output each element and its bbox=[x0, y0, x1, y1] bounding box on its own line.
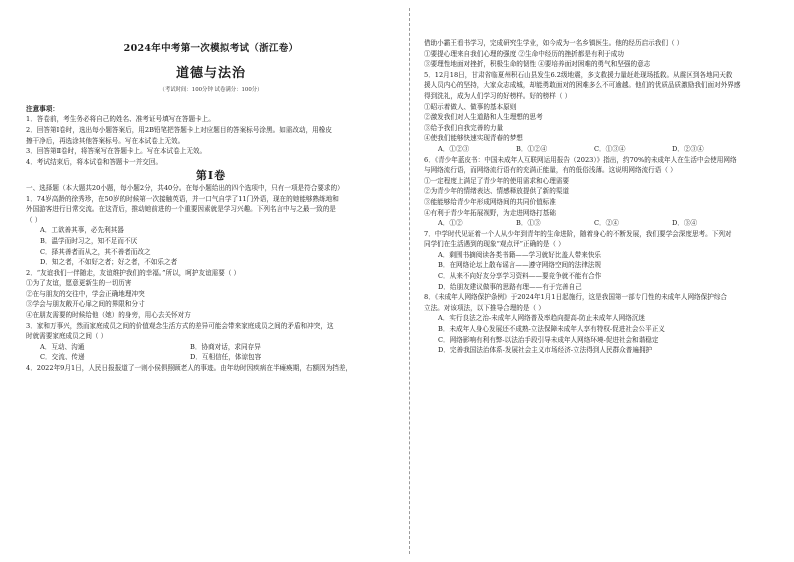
statement-item: ③学会与朋友敞开心扉之间的界限和分寸 bbox=[26, 300, 145, 309]
option-a: A．互动、沟通 bbox=[40, 342, 85, 351]
option-c: C．择其善者而从之，其不善者而改之 bbox=[40, 247, 151, 256]
statement-item: ④在朋友需要的时候给他（她）的身旁，用心去关怀对方 bbox=[26, 311, 191, 320]
question-6 bbox=[424, 155, 778, 229]
notice-heading: 注意事项： bbox=[26, 104, 59, 113]
statement-item: ③给予我们自我完善的力量 bbox=[424, 123, 504, 132]
question-5 bbox=[424, 70, 778, 155]
option-row bbox=[424, 144, 778, 155]
question-text: 2．“友谊我们一伴随走，友谊维护我们的幸福。”所以，呵护友谊需要（ ） bbox=[26, 268, 241, 277]
question-text: 8．《未成年人网络保护条例》于2024年1月1日起施行，这是我国第一部专门性的未成年人网络保护综合 bbox=[424, 293, 728, 302]
statement-item: ②激发我们对人生道路和人生理想的思考 bbox=[424, 113, 543, 122]
left-column bbox=[26, 0, 396, 562]
question-text: 1．74岁高龄的徐秀珍，在50岁的时候第一次接触英语，并一口气自学了11门外语，现在的她能够熟练地和 bbox=[26, 194, 339, 203]
question-text: 借助小霸王看书学习，完成研究生学业，如今成为一名乡镇医生。他的经历启示我们（ ） bbox=[424, 39, 684, 47]
column-divider bbox=[409, 8, 410, 554]
statement-item: ①一定程度上满足了青少年的使用需求和心理需要 bbox=[424, 176, 570, 185]
statement-item: ②为青少年的情绪表达、情感释放提供了新的渠道 bbox=[424, 187, 570, 196]
option-d: D．给朋友建议做事的思路有理——有于完善自己 bbox=[438, 282, 582, 291]
option-b: B．①③ bbox=[516, 219, 541, 228]
option-b: B．①②④ bbox=[516, 144, 548, 153]
option-a: A．实行良法之治-未成年人网络普及率趋向提高-防止未成年人网络沉迷 bbox=[438, 314, 646, 323]
option-c: C．①③④ bbox=[594, 144, 626, 153]
option-a: A．工欲善其事，必先利其器 bbox=[40, 226, 124, 235]
option-a: A．①②③ bbox=[438, 144, 470, 153]
question-text: （ ） bbox=[26, 215, 42, 224]
option-a: A．①② bbox=[438, 219, 463, 228]
question-text: 同学们在生活遇到的现象“观点评”正确的是（ ） bbox=[424, 240, 565, 249]
option-a: A．剩围书摘阅读各类书籍——学习就好比盖人带来快乐 bbox=[438, 250, 602, 259]
option-b: B．在网络论坛上散布谣言——遵守网络空间的法律法规 bbox=[438, 261, 602, 270]
question-1 bbox=[26, 194, 396, 268]
question-3 bbox=[26, 321, 396, 363]
question-text: 立法。对该项法，以下推导合理的是（ ） bbox=[424, 303, 545, 312]
statement-item: ③能能够给青少年形成网络间的共同价值标准 bbox=[424, 197, 556, 206]
option-d: D．②③④ bbox=[672, 144, 704, 153]
statement-item: ④使我们能够快速实现青春的梦想 bbox=[424, 134, 523, 143]
option-b: B．未成年人身心发展还不成熟-立法保障未成年人享有特权-促进社会公平正义 bbox=[438, 325, 665, 334]
statement-item: ③要理性地面对挫折，积极生命的韧性 ④要培养面对困难的勇气和坚强的意志 bbox=[424, 60, 651, 69]
section-instructions: 一、选择题（本大题共20小题，每小题2分，共40分。在每小题给出的四个选项中，只有一项是符合要求的） bbox=[26, 183, 344, 192]
option-d: D．知之者，不如好之者；好之者，不如乐之者 bbox=[40, 258, 178, 267]
question-text: 与网络流行语，而网络流行语有的充满正能量，有的低俗浅薄。这说明网络流行语（ ） bbox=[424, 166, 677, 175]
option-d: D．完善我国法治体系-发展社会主义市场经济-立法得到人民群众普遍拥护 bbox=[438, 346, 653, 355]
question-text: 7．中学时代见证着一个人从少年到青年的生命进阶，随着身心的不断发展，我们要学会深度思考。下列对 bbox=[424, 229, 732, 238]
option-b: B．温学而时习之，知不足而不厌 bbox=[40, 236, 138, 245]
question-text: 时就需要家庭成员之间（ ） bbox=[26, 332, 108, 341]
notice-item: 1．答卷前，考生务必将自己的姓名、准考证号填写在答题卡上。 bbox=[26, 115, 215, 124]
question-2 bbox=[26, 268, 396, 321]
statement-item: ④有利于青少年拓展视野，为走进网络打基础 bbox=[424, 208, 556, 217]
option-b: B．协商对话，求同存异 bbox=[190, 342, 261, 351]
statement-item: ②在与朋友的交往中，学会正确地理冲突 bbox=[26, 289, 145, 298]
option-c: C．网络影响有利有弊-以法治手段引导未成年人网络环境-促进社会和谐稳定 bbox=[438, 335, 659, 344]
option-c: C．交流、传递 bbox=[40, 353, 85, 362]
question-text: 5．12月18日，甘肃省临夏州积石山县发生6.2级地震，多支救援力量赶赴现场抵救。从震区到各地同天救 bbox=[424, 70, 733, 79]
option-row bbox=[424, 218, 778, 229]
subject-title: 道德与法治 bbox=[175, 65, 246, 81]
option-row bbox=[26, 342, 396, 353]
question-text: 援人员内心的坚持，大家众志成城，却能勇敢面对的困难多么不可逾越。他们的优质品质激励我们面对外界感 bbox=[424, 81, 741, 90]
option-d: D．③④ bbox=[672, 219, 698, 228]
statement-item: ①昭示着做人、做事的基本原则 bbox=[424, 102, 517, 111]
volume-heading: 第Ⅰ卷 bbox=[195, 169, 227, 183]
option-row bbox=[26, 352, 396, 363]
notice-item: 擦干净后，再选涂其他答案标号。写在本试卷上无效。 bbox=[26, 136, 185, 145]
question-7 bbox=[424, 229, 778, 293]
exam-title: 2024年中考第一次模拟考试（浙江卷） bbox=[123, 43, 299, 54]
notice-list bbox=[26, 114, 396, 167]
option-d: D．互相信任，体谅包容 bbox=[190, 353, 262, 362]
option-c: C．②④ bbox=[594, 219, 619, 228]
notice-item: 4．考试结束后，将本试卷和答题卡一并交回。 bbox=[26, 157, 163, 166]
question-4-start: 4．2022年9月1日，人民日报报道了一则小侯俱照顾老人的事迹。由年幼时因疾病在半瘫痪期，右额因为挡差， bbox=[26, 364, 353, 373]
question-4-continued bbox=[424, 38, 778, 70]
question-text: 3．家和万事兴，然而家庭成员之间的价值观念生活方式的差异可能会带来家庭成员之间的矛盾和冲突，这 bbox=[26, 321, 334, 330]
statement-item: ①要提心理来自我们心理的强度 ②生命中经历的挫折都是有利于成功 bbox=[424, 49, 624, 58]
right-column bbox=[424, 0, 778, 562]
notice-item: 3．回答第Ⅱ卷时，将答案写在答题卡上。写在本试卷上无效。 bbox=[26, 147, 207, 156]
question-8 bbox=[424, 292, 778, 356]
statement-item: ①为了友谊，愿意更新生的一切历害 bbox=[26, 279, 132, 288]
question-text: 外国游客进行日常交流。在这背后，推动她前进的一个重要因素就是学习兴趣。下列名言中与之最一致的是 bbox=[26, 205, 336, 214]
option-c: C．从来不向好友分享学习资料——要竞争就不能有合作 bbox=[438, 272, 602, 281]
question-text: 得到洗礼，成为人们学习的好榜样。好的榜样（ ） bbox=[424, 91, 572, 100]
exam-meta: （考试时间：100分钟 试卷满分：100分） bbox=[159, 87, 263, 94]
notice-item: 2．回答第Ⅰ卷时，选出每小题答案后，用2B铅笔把答题卡上对应题目的答案标号涂黑。如需改动，用橡皮 bbox=[26, 125, 332, 134]
question-text: 6．《青少年蓝皮书：中国未成年人互联网运用报告（2023）》指出，约70%的未成年人在生活中会使用网络 bbox=[424, 155, 737, 164]
